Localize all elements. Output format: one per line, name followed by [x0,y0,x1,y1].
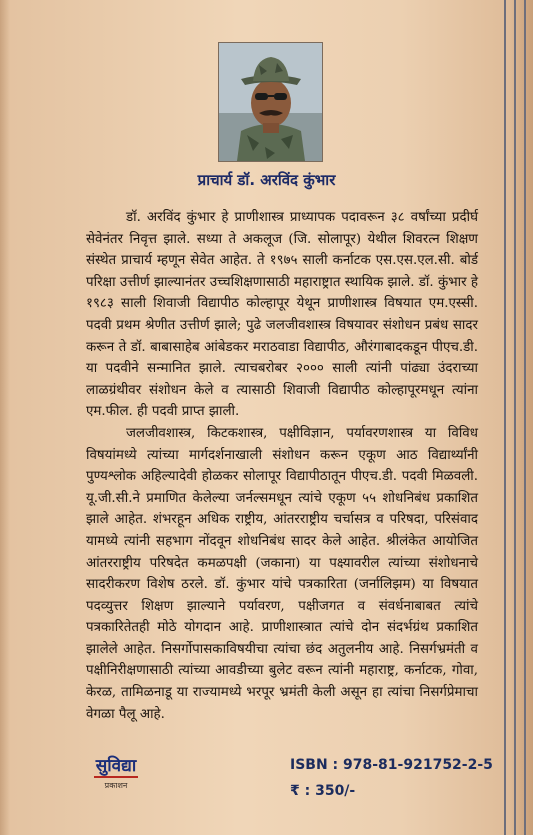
author-biography [86,207,478,725]
edge-stripe [514,0,516,835]
author-photo [218,42,323,162]
author-name: प्राचार्य डॉ. अरविंद कुंभार [197,171,336,189]
logo-underline [94,776,138,778]
publisher-logo-text: सुविद्या [95,756,137,776]
bio-paragraph: डॉ. अरविंद कुंभार हे प्राणीशास्त्र प्राध्यापक पदावरून ३८ वर्षांच्या प्रदीर्घ सेवेनंतर निवृत्त झाले. सध्या ते अकलूज (जि. सोलापूर) येथील शिवरत्न शिक्षण संस्थेत प्राचार्य म्हणून सेवेत आहेत. ते १९७५ साली कर्नाटक एस.एस.एल.सी. बोर्ड परिक्षा उत्तीर्ण झाल्यानंतर उच्चशिक्षणासाठी महाराष्ट्रात स्थायिक झाले. डॉ. कुंभार हे १९८३ साली शिवाजी विद्यापीठ कोल्हापूर येथून प्राणीशास्त्र विषयात एम.एस्सी. पदवी प्रथम श्रेणीत उत्तीर्ण झाले; पुढे जलजीवशास्त्र विषयावर संशोधन प्रबंध सादर करून ते डॉ. बाबासाहेब आंबेडकर मराठवाडा विद्यापीठ, औरंगाबादकडून पीएच.डी. या पदवीने सन्मानित झाले. त्याचबरोबर २००० साली त्यांनी पांढ्या उंदराच्या लाळग्रंथीवर संशोधन केले व त्यासाठी शिवाजी विद्यापीठ कोल्हापूरमधून त्यांना एम.फील. ही पदवी प्राप्त झाली. [86,210,478,420]
price-label: ₹ : 350/- [290,783,356,799]
author-portrait-image [219,43,322,161]
bio-paragraph: जलजीवशास्त्र, किटकशास्त्र, पक्षीविज्ञान, पर्यावरणशास्त्र या विविध विषयांमध्ये त्यांच्या मार्गदर्शनाखाली संशोधन करून एकूण आठ विद्यार्थ्यांनी पुण्यश्लोक अहिल्यादेवी होळकर सोलापूर विद्यापीठातून पीएच.डी. पदवी मिळवली. यू.जी.सी.ने प्रमाणित केलेल्या जर्नल्समधून त्यांचे एकूण ५५ शोधनिबंध प्रकाशित झाले आहेत. शंभरहून अधिक राष्ट्रीय, आंतरराष्ट्रीय चर्चासत्र व परिषदा, परिसंवाद यामध्ये त्यांनी सहभाग नोंदवून शोधनिबंध सादर केले आहेत. श्रीलंकेत आयोजित आंतरराष्ट्रीय परिषदेत कमळपक्षी (जकाना) या पक्ष्यावरील त्यांच्या संशोधनाचे सादरीकरण विशेष ठरले. डॉ. कुंभार यांचे पत्रकारिता (जर्नालिझम) या विषयात पदव्युत्तर शिक्षण झाल्याने पर्यावरण, पक्षीजगत व संवर्धनाबाबत त्यांचे पत्रकारितेतही मोठे योगदान आहे. प्राणीशास्त्रात त्यांचे दोन संदर्भग्रंथ प्रकाशित झालेले आहेत. निसर्गोपासकाविषयीचा त्यांचा छंद अतुलनीय आहे. निसर्गभ्रमंती व पक्षीनिरीक्षणासाठी त्यांच्या आवडीच्या बुलेट वरून त्यांनी महाराष्ट्र, कर्नाटक, गोवा, केरळ, तामिळनाडू या राज्यामध्ये भरपूर भ्रमंती केली असून हा त्यांचा निसर्गप्रेमाचा वेगळा पैलू आहे. [86,425,478,722]
spine-shadow [0,0,10,835]
publisher-logo [88,757,144,791]
isbn-label: ISBN : 978-81-921752-2-5 [290,757,493,773]
edge-shadow [509,0,533,835]
edge-stripe [504,0,506,835]
publisher-logo-subtitle: प्रकाशन [104,781,128,790]
edge-stripe [524,0,526,835]
